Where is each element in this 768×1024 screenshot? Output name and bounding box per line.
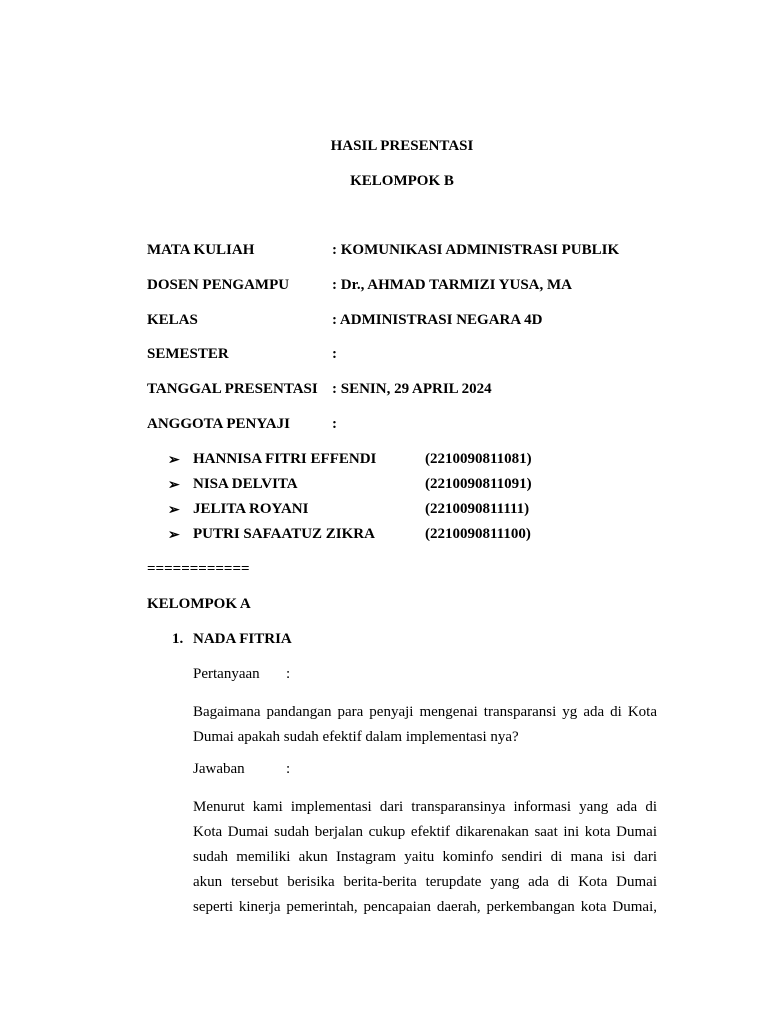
member-name: NISA DELVITA [193,476,298,492]
semester-label: SEMESTER [147,346,229,362]
item-number: 1. [172,631,184,647]
arrow-bullet-icon: ➢ [168,478,180,493]
member-nim: (2210090811100) [425,526,531,542]
arrow-bullet-icon: ➢ [168,453,180,468]
member-nim: (2210090811081) [425,451,532,467]
question-text [193,700,657,750]
arrow-bullet-icon: ➢ [168,503,180,518]
answer-colon: : [286,761,291,777]
member-name: PUTRI SAFAATUZ ZIKRA [193,526,375,542]
document-title: HASIL PRESENTASI [330,138,474,154]
kelas-label: KELAS [147,312,198,328]
mata-kuliah-label: MATA KULIAH [147,242,255,258]
answer-label: Jawaban [193,761,245,777]
anggota-label: ANGGOTA PENYAJI [147,416,290,432]
document-subtitle: KELOMPOK B [350,173,454,189]
answer-line: Menurut kami implementasi dari transparansinya informasi yang ada di [193,799,657,815]
tanggal-label: TANGGAL PRESENTASI [147,381,318,397]
member-name: HANNISA FITRI EFFENDI [193,451,377,467]
question-label: Pertanyaan [193,666,260,682]
item-name: NADA FITRIA [193,631,292,647]
anggota-value: : [332,416,337,432]
question-colon: : [286,666,291,682]
dosen-value: : Dr., AHMAD TARMIZI YUSA, MA [332,277,572,293]
answer-line: Kota Dumai sudah berjalan cukup efektif dikarenakan saat ini kota Dumai [193,824,657,840]
dosen-label: DOSEN PENGAMPU [147,277,290,293]
arrow-bullet-icon: ➢ [168,528,180,543]
answer-line: akun tersebut berisika berita-berita terupdate yang ada di Kota Dumai [193,874,657,890]
section-heading: KELOMPOK A [147,596,251,612]
mata-kuliah-value: : KOMUNIKASI ADMINISTRASI PUBLIK [332,242,620,258]
kelas-value: : ADMINISTRASI NEGARA 4D [332,312,543,328]
member-name: JELITA ROYANI [193,501,309,517]
member-nim: (2210090811111) [425,501,530,517]
answer-line: seperti kinerja pemerintah, pencapaian daerah, perkembangan kota Dumai, [193,899,657,915]
answer-text [193,795,657,920]
question-line: Dumai apakah sudah efektif dalam implementasi nya? [193,729,519,745]
question-line: Bagaimana pandangan para penyaji mengenai transparansi yg ada di Kota [193,704,657,720]
semester-value: : [332,346,337,362]
tanggal-value: : SENIN, 29 APRIL 2024 [332,381,492,397]
member-nim: (2210090811091) [425,476,532,492]
separator-line: ============ [147,561,250,577]
answer-line: sudah memiliki akun Instagram yaitu kominfo sendiri di mana isi dari [193,849,657,865]
